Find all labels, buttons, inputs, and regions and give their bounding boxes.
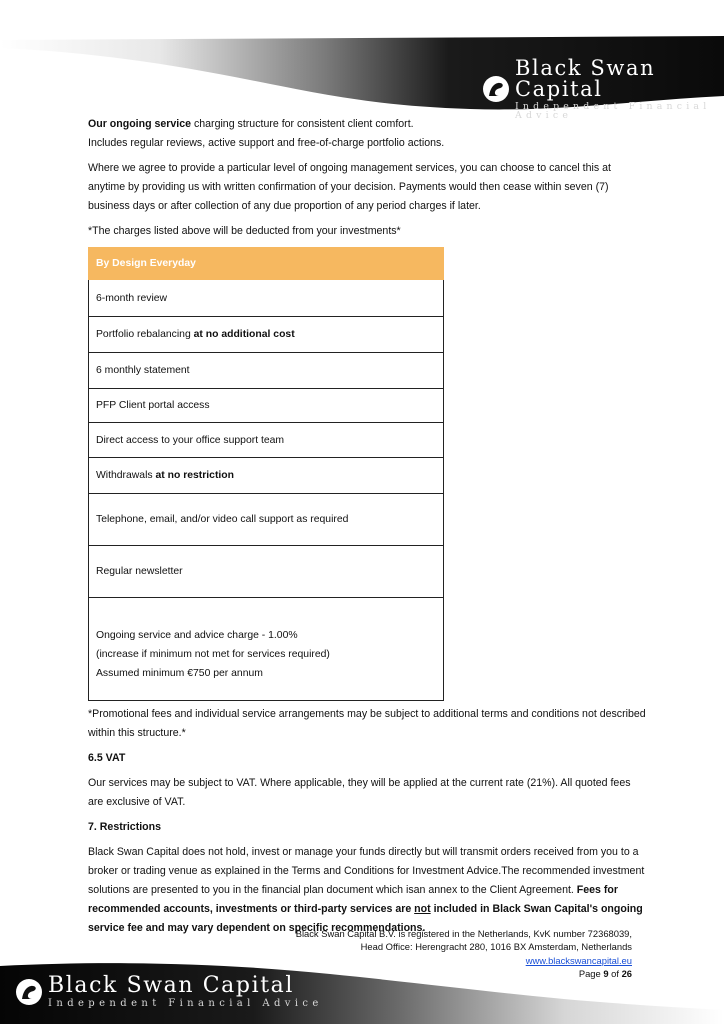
table-cell bbox=[89, 317, 444, 353]
vat-heading bbox=[88, 749, 648, 768]
table-cell bbox=[89, 458, 444, 494]
brand-name: Black Swan Capital bbox=[48, 973, 295, 998]
page-of: of bbox=[608, 968, 622, 980]
intro-rest: charging structure for consistent client comfort. bbox=[191, 118, 414, 130]
header-logo bbox=[482, 58, 724, 120]
footer-registration: Black Swan Capital B.V. is registered in the Netherlands, KvK number 72368039, bbox=[295, 928, 632, 939]
intro-line-1 bbox=[88, 115, 648, 134]
intro-line-2: Includes regular reviews, active support and free-of-charge portfolio actions. bbox=[88, 137, 445, 149]
charges-note: *The charges listed above will be deducted from your investments* bbox=[88, 225, 401, 237]
brand-name: Black Swan Capital bbox=[515, 56, 656, 101]
table-row bbox=[89, 546, 444, 598]
table-cell bbox=[89, 598, 444, 701]
footer-logo bbox=[15, 975, 323, 1009]
restrictions-text: Black Swan Capital does not hold, invest or manage your funds directly but will transmit orders received from you to a broker or trading venue as explained in the Terms and Conditions for Investment Advice.The recommended investment solutions are presented to you in the financial plan document which isan annex to the Client Agreement. bbox=[88, 846, 645, 896]
service-table-header-row bbox=[89, 248, 444, 280]
table-row bbox=[89, 423, 444, 458]
vat-heading-text: 6.5 VAT bbox=[88, 752, 126, 764]
cell-text: Withdrawals bbox=[96, 470, 156, 481]
page-content bbox=[88, 115, 648, 938]
intro-bold: Our ongoing service bbox=[88, 118, 192, 130]
vat-body: Our services may be subject to VAT. Where applicable, they will be applied at the current rate (21%). All quoted fees are exclusive of VAT. bbox=[88, 777, 631, 808]
header-band bbox=[0, 0, 724, 120]
service-table bbox=[88, 247, 444, 701]
promo-note: *Promotional fees and individual service arrangements may be subject to additional terms and conditions not described within this structure.* bbox=[88, 708, 646, 739]
table-row bbox=[89, 317, 444, 353]
cell-bold: at no additional cost bbox=[193, 329, 295, 340]
restrictions-not: not bbox=[414, 903, 431, 915]
swan-logo-icon bbox=[482, 75, 510, 103]
brand-tagline: Independent Financial Advice bbox=[48, 998, 323, 1009]
restrictions-bold-a: Fees for recommended accounts, investments or third-party services are bbox=[88, 884, 619, 915]
table-row bbox=[89, 494, 444, 546]
swan-logo-icon bbox=[15, 978, 43, 1006]
page-label: Page bbox=[578, 968, 604, 980]
brand-tagline: Independent Financial Advice bbox=[515, 101, 711, 120]
table-row bbox=[89, 280, 444, 317]
cell-text: Portfolio rebalancing bbox=[96, 329, 194, 340]
service-table-header: By Design Everyday bbox=[89, 248, 444, 280]
table-cell: 6 monthly statement bbox=[89, 353, 444, 389]
table-cell: Regular newsletter bbox=[89, 546, 444, 598]
restrictions-heading-text: 7. Restrictions bbox=[88, 821, 162, 833]
footer-address: Head Office: Herengracht 280, 1016 BX Amsterdam, Netherlands bbox=[360, 941, 632, 953]
table-row bbox=[89, 353, 444, 389]
page-current: 9 bbox=[603, 968, 609, 980]
table-cell: 6-month review bbox=[89, 280, 444, 317]
website-link[interactable]: www.blackswancapital.eu bbox=[525, 954, 632, 966]
page-total: 26 bbox=[621, 968, 632, 980]
table-row bbox=[89, 458, 444, 494]
charge-line-3: Assumed minimum €750 per annum bbox=[96, 667, 263, 679]
restrictions-body bbox=[88, 843, 648, 938]
cancel-paragraph: Where we agree to provide a particular level of ongoing management services, you can choose to cancel this at anytime by providing us with written confirmation of your decision. Payments would then cease within seven (7) business days or after collection of any due proportion of any period charges if later. bbox=[88, 162, 611, 212]
restrictions-heading bbox=[88, 818, 648, 837]
restrictions-bold-b: included in Black Swan Capital's ongoing service fee and may vary dependent on specific recommendations. bbox=[88, 903, 643, 934]
table-row bbox=[89, 598, 444, 701]
cell-bold: at no restriction bbox=[155, 470, 235, 481]
table-row bbox=[89, 389, 444, 423]
charge-line-2: (increase if minimum not met for services required) bbox=[96, 648, 330, 660]
footer-band bbox=[0, 958, 724, 1024]
table-cell: Direct access to your office support team bbox=[89, 423, 444, 458]
charge-line-1: Ongoing service and advice charge - 1.00% bbox=[96, 629, 298, 641]
table-cell: Telephone, email, and/or video call support as required bbox=[89, 494, 444, 546]
table-cell: PFP Client portal access bbox=[89, 389, 444, 423]
